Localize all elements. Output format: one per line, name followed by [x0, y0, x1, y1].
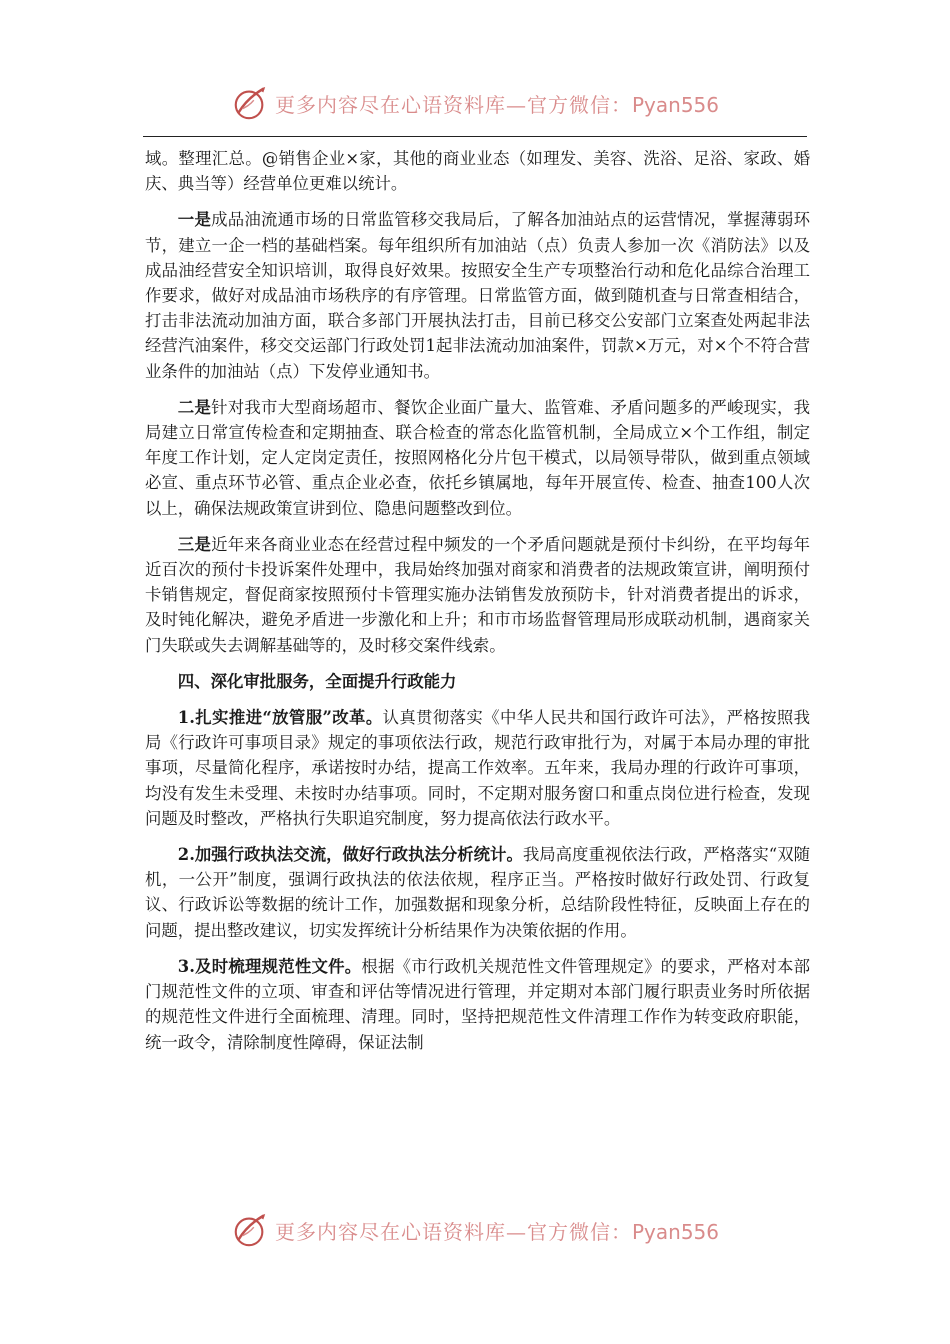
footer-banner — [0, 1205, 950, 1255]
paragraph-lead: 三是 — [177, 534, 212, 554]
paragraph-lead: 一是 — [177, 210, 212, 230]
banner-wechat-id: Pyan556 — [631, 92, 719, 117]
paragraph-item-3 — [145, 954, 810, 1055]
banner-promo-text: 更多内容尽在心语资料库—官方微信： — [274, 1219, 632, 1244]
banner-promo-text: 更多内容尽在心语资料库—官方微信： — [274, 92, 632, 117]
pen-logo-icon — [231, 1211, 269, 1249]
banner-wechat-id: Pyan556 — [631, 1219, 719, 1244]
paragraph-third-point — [145, 532, 810, 658]
paragraph-first-point — [145, 207, 810, 383]
paragraph-item-2 — [145, 842, 810, 943]
paragraph-lead: 2.加强行政执法交流，做好行政执法分析统计。 — [177, 845, 523, 865]
document-body — [145, 146, 810, 1066]
paragraph-second-point — [145, 395, 810, 521]
paragraph-continuation: 域。整理汇总。@销售企业×家，其他的商业业态（如理发、美容、洗浴、足浴、家政、婚庆、典当等）经营单位更难以统计。 — [145, 149, 810, 194]
paragraph-text: 成品油流通市场的日常监管移交我局后，了解各加油站点的运营情况，掌握薄弱环节，建立一企一档的基础档案。每年组织所有加油站（点）负责人参加一次《消防法》以及成品油经营安全知识培训，取得良好效果。按照安全生产专项整治行动和危化品综合治理工作要求，做好对成品油市场秩序的有序管理。日常监管方面，做到随机查与日常查相结合，打击非法流动加油方面，联合多部门开展执法打击，目前已移交公安部门立案查处两起非法经营汽油案件，移交交运部门行政处罚1起非法流动加油案件，罚款×万元，对×个不符合营业条件的加油站（点）下发停业通知书。 — [145, 210, 811, 381]
paragraph-lead: 1.扎实推进“放管服”改革。 — [177, 708, 383, 728]
paragraph-text: 根据《市行政机关规范性文件管理规定》的要求，严格对本部门规范性文件的立项、审查和评估等情况进行管理，并定期对本部门履行职责业务时所依据的规范性文件进行全面梳理、清理。同时，坚持把规范性文件清理工作作为转变政府职能，统一政令，清除制度性障碍，保证法制 — [145, 956, 810, 1052]
paragraph-text: 认真贯彻落实《中华人民共和国行政许可法》，严格按照我局《行政许可事项目录》规定的事项依法行政，规范行政审批行为，对属于本局办理的审批事项，尽量简化程序，承诺按时办结，提高工作效率。五年来，我局办理的行政许可事项，均没有发生未受理、未按时办结事项。同时，不定期对服务窗口和重点岗位进行检查，发现问题及时整改，严格执行失职追究制度，努力提高依法行政水平。 — [145, 708, 810, 828]
section-heading: 四、深化审批服务，全面提升行政能力 — [177, 671, 457, 691]
banner-text — [275, 1216, 719, 1245]
header-banner — [0, 78, 950, 128]
paragraph-lead: 3.及时梳理规范性文件。 — [177, 956, 362, 976]
paragraph-item-1 — [145, 705, 810, 831]
pen-logo-icon — [231, 84, 269, 122]
banner-text — [275, 89, 719, 118]
paragraph-text: 针对我市大型商场超市、餐饮企业面广量大、监管难、矛盾问题多的严峻现实，我局建立日常宣传检查和定期抽查、联合检查的常态化监管机制，全局成立×个工作组，制定年度工作计划，定人定岗定责任，按照网格化分片包干模式，以局领导带队，做到重点领域必宣、重点环节必管、重点企业必查，依托乡镇属地，每年开展宣传、检查、抽查100人次以上，确保法规政策宣讲到位、隐患问题整改到位。 — [145, 397, 811, 518]
header-divider — [143, 136, 807, 137]
paragraph-text: 近年来各商业业态在经营过程中频发的一个矛盾问题就是预付卡纠纷，在平均每年近百次的预付卡投诉案件处理中，我局始终加强对商家和消费者的法规政策宣讲，阐明预付卡销售规定，督促商家按照预付卡管理实施办法销售发放预防卡，针对消费者提出的诉求，及时钝化解决，避免矛盾进一步激化和上升；和市市场监督管理局形成联动机制，遇商家关门失联或失去调解基础等的，及时移交案件线索。 — [145, 534, 811, 655]
paragraph-text: 我局高度重视依法行政，严格落实“双随机，一公开”制度，强调行政执法的依法依规，程序正当。严格按时做好行政处罚、行政复议、行政诉讼等数据的统计工作，加强数据和现象分析，总结阶段性特征，反映面上存在的问题，提出整改建议，切实发挥统计分析结果作为决策依据的作用。 — [145, 845, 810, 940]
paragraph-lead: 二是 — [177, 397, 212, 417]
